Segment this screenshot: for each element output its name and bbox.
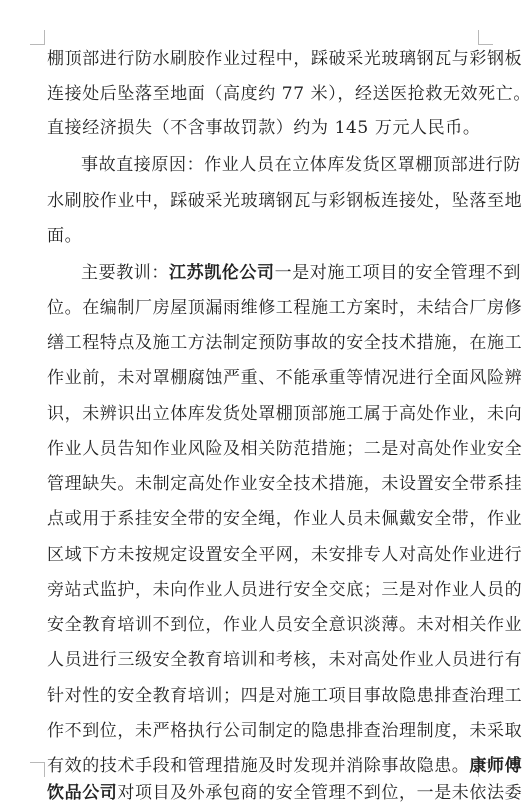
text-run: 有效的技术手段和管理措施及时发现并消除事故隐患。 bbox=[47, 756, 470, 776]
text-run: 缮工程特点及施工方法制定预防事故的安全技术措施，在施工 bbox=[47, 333, 523, 353]
text-run: 管理缺失。未制定高处作业安全技术措施，未设置安全带系挂 bbox=[47, 474, 523, 494]
text-run: 作业前，未对罩棚腐蚀严重、不能承重等情况进行全面风险辨 bbox=[47, 368, 523, 388]
text-line bbox=[47, 363, 523, 393]
company-name-kailun: 江苏凯伦公司 bbox=[169, 263, 275, 283]
text-line bbox=[47, 681, 523, 711]
crop-mark-top-left bbox=[30, 30, 45, 45]
text-line bbox=[47, 434, 523, 464]
text-line bbox=[47, 645, 523, 675]
text-line bbox=[47, 504, 523, 534]
text-line bbox=[47, 540, 523, 570]
text-run: 旁站式监护，未向作业人员进行安全交底；三是对作业人员的 bbox=[47, 580, 523, 600]
text-line bbox=[47, 575, 523, 605]
text-line bbox=[47, 44, 523, 74]
text-run: 面。 bbox=[47, 226, 83, 246]
text-run: 区域下方未按规定设置安全平网，未安排专人对高处作业进行 bbox=[47, 545, 523, 565]
text-line bbox=[47, 399, 523, 429]
text-run: 连接处后坠落至地面（高度约 77 米），经送医抢救无效死亡。 bbox=[47, 84, 531, 104]
text-line bbox=[81, 150, 521, 180]
text-run: 作不到位，未严格执行公司制定的隐患排查治理制度，未采取 bbox=[47, 721, 523, 741]
text-run: 安全教育培训不到位，作业人员安全意识淡薄。未对相关作业 bbox=[47, 615, 523, 635]
text-run: 直接经济损失（不含事故罚款）约为 145 万元人民币。 bbox=[47, 118, 481, 138]
text-line bbox=[47, 610, 523, 640]
text-line bbox=[47, 716, 523, 746]
text-line bbox=[47, 751, 523, 781]
text-line bbox=[47, 293, 523, 323]
text-run: 对项目及外承包商的安全管理不到位，一是未依法委 bbox=[117, 783, 523, 803]
text-line bbox=[47, 328, 523, 358]
text-run: 一是对施工项目的安全管理不到 bbox=[274, 263, 522, 283]
text-line bbox=[47, 113, 479, 143]
text-line bbox=[81, 258, 522, 288]
text-run: 水刷胶作业中，踩破采光玻璃钢瓦与彩钢板连接处，坠落至地 bbox=[47, 191, 523, 211]
text-line bbox=[47, 79, 531, 109]
text-run: 作业人员告知作业风险及相关防范措施；二是对高处作业安全 bbox=[47, 439, 523, 459]
text-run: 识，未辨识出立体库发货处罩棚顶部施工属于高处作业，未向 bbox=[47, 404, 523, 424]
text-run: 主要教训： bbox=[81, 263, 169, 283]
text-run: 事故直接原因：作业人员在立体库发货区罩棚顶部进行防 bbox=[81, 155, 521, 175]
company-name-kangshifu: 康师傅 bbox=[469, 756, 523, 776]
text-line bbox=[47, 469, 523, 499]
crop-mark-top-right bbox=[478, 30, 493, 45]
text-run: 点或用于系挂安全带的安全绳，作业人员未佩戴安全带，作业 bbox=[47, 509, 523, 529]
text-line bbox=[47, 778, 523, 808]
text-line bbox=[47, 221, 479, 251]
text-line bbox=[47, 186, 523, 216]
text-run: 针对性的安全教育培训；四是对施工项目事故隐患排查治理工 bbox=[47, 686, 523, 706]
text-run: 棚顶部进行防水刷胶作业过程中，踩破采光玻璃钢瓦与彩钢板 bbox=[47, 49, 523, 69]
text-run: 位。在编制厂房屋顶漏雨维修工程施工方案时，未结合厂房修 bbox=[47, 298, 523, 318]
company-name-kangshifu-cont: 饮品公司 bbox=[47, 783, 118, 803]
crop-mark-bottom-left bbox=[30, 762, 45, 777]
text-run: 人员进行三级安全教育培训和考核，未对高处作业人员进行有 bbox=[47, 650, 523, 670]
